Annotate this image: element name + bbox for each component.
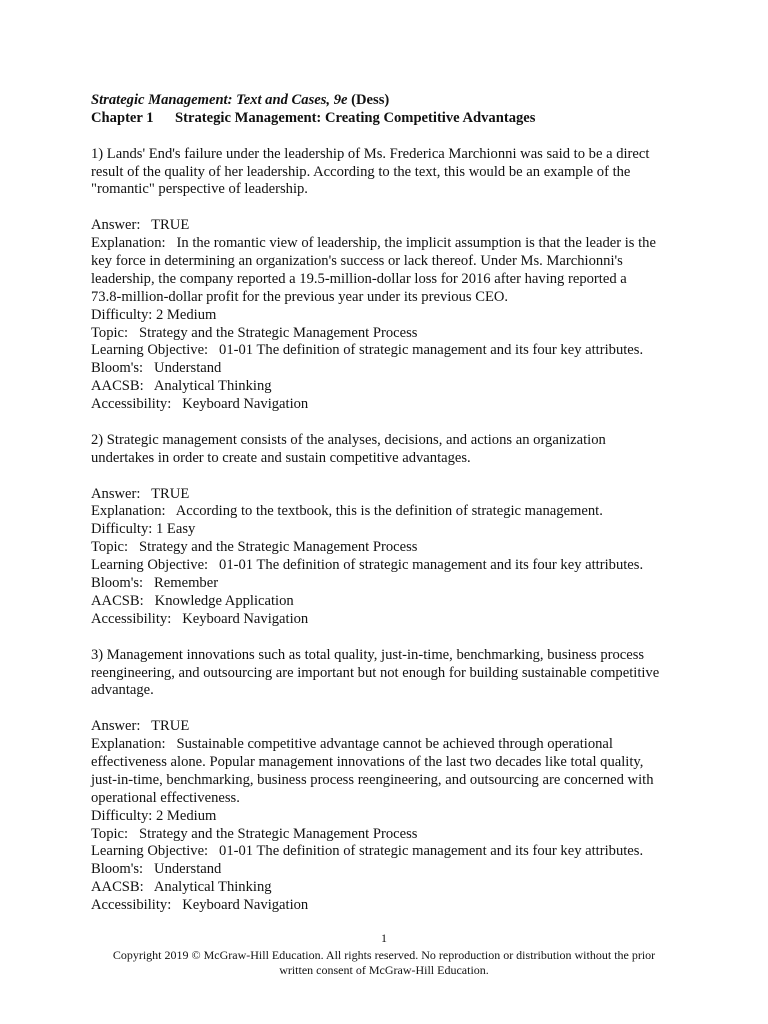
page-content — [91, 92, 691, 915]
aacsb-line: AACSB: Analytical Thinking — [91, 879, 272, 896]
page-number: 1 — [381, 931, 387, 945]
difficulty-line: Difficulty: 2 Medium — [91, 807, 217, 824]
topic-line: Topic: Strategy and the Strategic Management Process — [91, 324, 418, 341]
question-block-3 — [91, 647, 691, 915]
accessibility-line: Accessibility: Keyboard Navigation — [91, 897, 309, 914]
copyright-line: written consent of McGraw-Hill Education. — [279, 963, 489, 977]
explanation-line: Explanation: According to the textbook, this is the definition of strategic management. — [91, 503, 603, 520]
question-text: "romantic" perspective of leadership. — [91, 181, 308, 198]
topic-line: Topic: Strategy and the Strategic Management Process — [91, 539, 418, 556]
difficulty-line: Difficulty: 1 Easy — [91, 521, 196, 538]
topic-line: Topic: Strategy and the Strategic Management Process — [91, 825, 418, 842]
aacsb-line: AACSB: Knowledge Application — [91, 592, 294, 609]
answer-line: Answer: TRUE — [91, 217, 190, 234]
blooms-line: Bloom's: Understand — [91, 861, 222, 878]
copyright-notice — [0, 948, 768, 978]
book-author: (Dess) — [351, 92, 390, 108]
spacer — [91, 199, 691, 217]
question-text: undertakes in order to create and sustain competitive advantages. — [91, 449, 471, 466]
explanation-line: effectiveness alone. Popular management innovations of the last two decades like total quality, — [91, 753, 644, 770]
blooms-line: Bloom's: Remember — [91, 575, 219, 592]
accessibility-line: Accessibility: Keyboard Navigation — [91, 396, 309, 413]
question-text: reengineering, and outsourcing are important but not enough for building sustainable competitive — [91, 664, 660, 681]
answer-line: Answer: TRUE — [91, 485, 190, 502]
question-block-2 — [91, 432, 691, 629]
explanation-line: Explanation: In the romantic view of leadership, the implicit assumption is that the leader is the — [91, 235, 656, 252]
explanation-line: operational effectiveness. — [91, 789, 240, 806]
answer-line: Answer: TRUE — [91, 718, 190, 735]
chapter-heading — [91, 110, 691, 128]
question-text: 1) Lands' End's failure under the leadership of Ms. Frederica Marchionni was said to be a direct — [91, 145, 650, 162]
spacer — [91, 629, 691, 647]
learning-objective-line: Learning Objective: 01-01 The definition of strategic management and its four key attributes. — [91, 557, 644, 574]
blooms-line: Bloom's: Understand — [91, 360, 222, 377]
explanation-line: 73.8-million-dollar profit for the previous year under its previous CEO. — [91, 288, 509, 305]
book-title-line — [91, 92, 691, 110]
accessibility-line: Accessibility: Keyboard Navigation — [91, 610, 309, 627]
aacsb-line: AACSB: Analytical Thinking — [91, 378, 272, 395]
question-block-1 — [91, 146, 691, 414]
book-title: Strategic Management: Text and Cases, 9e — [91, 92, 348, 108]
difficulty-line: Difficulty: 2 Medium — [91, 306, 217, 323]
explanation-line: key force in determining an organization's success or lack thereof. Under Ms. Marchionni's — [91, 253, 623, 270]
question-text: 2) Strategic management consists of the analyses, decisions, and actions an organization — [91, 431, 606, 448]
explanation-line: just-in-time, benchmarking, business process reengineering, and outsourcing are concerned with — [91, 771, 654, 788]
chapter-title: Strategic Management: Creating Competitive Advantages — [175, 109, 536, 126]
spacer — [91, 700, 691, 718]
question-text: result of the quality of her leadership. According to the text, this would be an example of the — [91, 163, 631, 180]
explanation-line: Explanation: Sustainable competitive advantage cannot be achieved through operational — [91, 736, 613, 753]
copyright-line: Copyright 2019 © McGraw-Hill Education. All rights reserved. No reproduction or distribution without the prior — [112, 948, 656, 962]
chapter-label: Chapter 1 — [91, 109, 154, 126]
question-text: 3) Management innovations such as total quality, just-in-time, benchmarking, business process — [91, 646, 645, 663]
spacer — [91, 414, 691, 432]
question-text: advantage. — [91, 682, 154, 699]
spacer — [91, 468, 691, 486]
spacer — [91, 128, 691, 146]
explanation-line: leadership, the company reported a 19.5-million-dollar loss for 2016 after having reported a — [91, 270, 627, 287]
learning-objective-line: Learning Objective: 01-01 The definition of strategic management and its four key attributes. — [91, 342, 644, 359]
learning-objective-line: Learning Objective: 01-01 The definition of strategic management and its four key attributes. — [91, 843, 644, 860]
